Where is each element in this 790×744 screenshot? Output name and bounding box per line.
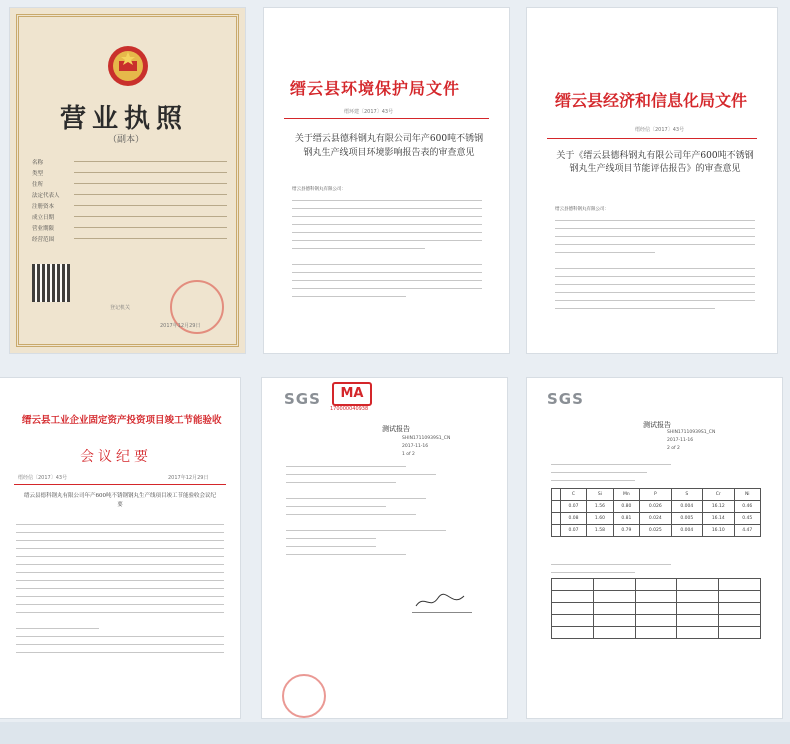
sgs-report-1-page: 1 of 2: [402, 452, 415, 457]
table-cell: 0.005: [671, 513, 702, 525]
license-field-row: [32, 233, 227, 244]
table-cell: 1.58: [587, 525, 613, 537]
ma-logo: MA: [332, 382, 372, 406]
econ-red-rule: [547, 138, 757, 139]
table-cell: 16.14: [703, 513, 734, 525]
license-field-label: 法定代表人: [32, 192, 60, 199]
table-cell: 0.07: [560, 525, 586, 537]
table-cell: 1.56: [587, 501, 613, 513]
table-cell: 0.026: [640, 501, 671, 513]
license-field-value: [74, 227, 227, 228]
table-header-cell: Mn: [613, 489, 639, 501]
license-field-label: 经营范围: [32, 236, 55, 243]
table-cell: 0.025: [640, 525, 671, 537]
table-cell: 0.79: [613, 525, 639, 537]
license-field-label: 成立日期: [32, 214, 55, 221]
env-doc-addressee: 缙云县德科钢丸有限公司：: [292, 187, 346, 192]
meeting-doc-title: 会议纪要: [80, 449, 152, 465]
table-cell: 0.08: [560, 513, 586, 525]
sgs-report-2-number: SHIN17110939S1_CN: [667, 430, 716, 435]
table-cell: 0.80: [613, 501, 639, 513]
license-field-value: [74, 194, 227, 195]
table-cell: 0.07: [560, 501, 586, 513]
sgs-report-2-title: 测试报告: [643, 421, 671, 429]
table-cell: 16.12: [703, 501, 734, 513]
env-doc-body: [292, 200, 482, 304]
env-doc-header: 缙云县环境保护局文件: [290, 79, 461, 98]
license-field-row: [32, 189, 227, 200]
license-title: 营业执照: [60, 104, 189, 134]
license-field-value: [74, 161, 227, 162]
table-header-cell: S: [671, 489, 702, 501]
license-field-label: 注册资本: [32, 203, 55, 210]
business-license-card[interactable]: [10, 8, 245, 353]
table-header-cell: Cr: [703, 489, 734, 501]
license-field-row: [32, 200, 227, 211]
license-subtitle: （副本）: [108, 135, 145, 145]
sgs-report-2-card[interactable]: [527, 378, 782, 718]
table-row: [552, 513, 761, 525]
license-field-value: [74, 183, 227, 184]
license-date: 2017年12月29日: [160, 323, 201, 329]
sgs-report-1-body: [286, 466, 486, 562]
table-header-row: [552, 489, 761, 501]
composition-table: [551, 488, 761, 537]
ma-number: 170000040938: [330, 406, 369, 412]
table-cell: 0.81: [613, 513, 639, 525]
qr-code: [32, 264, 70, 302]
license-field-value: [74, 238, 227, 239]
license-field-label: 住所: [32, 181, 44, 188]
env-red-rule: [284, 118, 489, 119]
econ-doc-addressee: 缙云县德科钢丸有限公司：: [555, 207, 609, 212]
table-cell: 0.004: [671, 501, 702, 513]
sgs-logo: SGS: [284, 390, 321, 408]
env-doc-card[interactable]: [264, 8, 509, 353]
table-cell: 16.10: [703, 525, 734, 537]
sgs-logo-2: SGS: [547, 390, 584, 408]
license-fields: [32, 156, 227, 244]
test-table-2: [551, 578, 761, 639]
table-cell: 0.45: [734, 513, 761, 525]
license-field-row: [32, 156, 227, 167]
meeting-doc-card[interactable]: [0, 378, 240, 718]
env-doc-number: 缙环建〔2017〕43号: [344, 109, 394, 115]
license-field-value: [74, 205, 227, 206]
sgs-report-1-card[interactable]: [262, 378, 507, 718]
sgs-report-1-number: SHIN17110939S1_CN: [402, 436, 451, 441]
signature: [412, 590, 472, 613]
sgs-seal: [282, 674, 326, 718]
national-emblem-icon: [106, 44, 150, 88]
table-cell: 0.004: [671, 525, 702, 537]
license-field-value: [74, 172, 227, 173]
sgs-report-1-date: 2017-11-16: [402, 444, 429, 449]
license-authority: 登记机关: [110, 305, 131, 311]
table-cell: 0.024: [640, 513, 671, 525]
sgs-report-2-notes: [551, 464, 671, 488]
table-header-cell: Si: [587, 489, 613, 501]
meeting-doc-body: [16, 524, 224, 660]
table-header-cell: P: [640, 489, 671, 501]
econ-doc-subject: 关于《缙云县德科钢丸有限公司年产600吨不锈钢钢丸生产线项目节能评估报告》的审查意见: [556, 151, 754, 174]
table-cell: 1.60: [587, 513, 613, 525]
license-field-row: [32, 178, 227, 189]
license-field-row: [32, 167, 227, 178]
sgs-report-2-page: 2 of 2: [667, 446, 680, 451]
table-row: [552, 501, 761, 513]
license-field-label: 名称: [32, 159, 44, 166]
meeting-doc-date: 2017年12月29日: [168, 475, 209, 481]
sgs-report-2-date: 2017-11-16: [667, 438, 694, 443]
econ-doc-body: [555, 220, 755, 316]
econ-doc-number: 缙经信〔2017〕43号: [635, 127, 685, 133]
license-field-label: 类型: [32, 170, 44, 177]
econ-doc-header: 缙云县经济和信息化局文件: [555, 91, 748, 110]
license-field-row: [32, 222, 227, 233]
license-field-row: [32, 211, 227, 222]
econ-doc-card[interactable]: [527, 8, 777, 353]
env-doc-subject: 关于缙云县德科钢丸有限公司年产600吨不锈钢钢丸生产线项目环境影响报告表的审查意见: [294, 134, 484, 158]
table-cell: 4.47: [734, 525, 761, 537]
meeting-doc-number: 缙经信〔2017〕43号: [18, 475, 68, 481]
meeting-red-rule: [14, 484, 226, 485]
license-field-label: 营业期限: [32, 225, 55, 232]
license-field-value: [74, 216, 227, 217]
table-header-cell: Ni: [734, 489, 761, 501]
table-cell: 0.46: [734, 501, 761, 513]
meeting-doc-header: 缙云县工业企业固定资产投资项目竣工节能验收: [22, 415, 222, 426]
meeting-doc-subject: 缙云县德科钢丸有限公司年产600吨不锈钢钢丸生产线项目竣工节能验收会议纪要: [24, 493, 217, 508]
sgs-report-1-title: 测试报告: [382, 425, 410, 433]
table-header-cell: C: [560, 489, 586, 501]
bottom-band: [0, 722, 790, 744]
table-row: [552, 525, 761, 537]
